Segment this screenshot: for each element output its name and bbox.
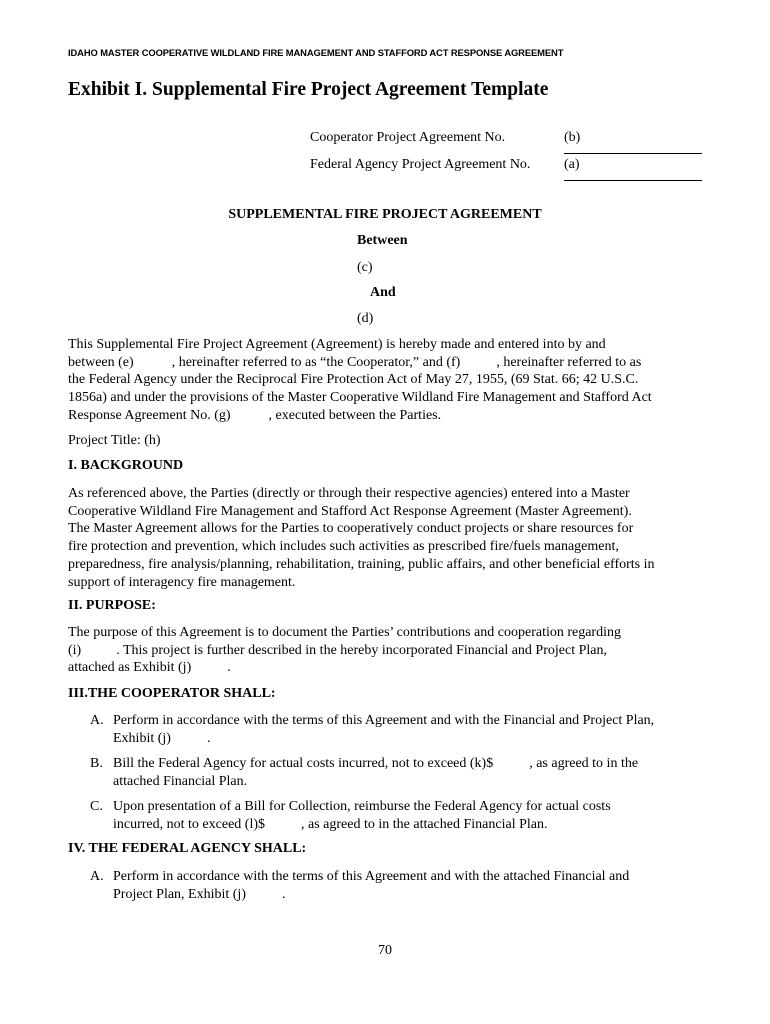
background-paragraph bbox=[68, 485, 704, 591]
purpose-text: . This project is further described in the hereby incorporated Financial and Project Plan, bbox=[116, 642, 607, 658]
item-text bbox=[113, 868, 629, 903]
agreement-heading: SUPPLEMENTAL FIRE PROJECT AGREEMENT bbox=[228, 207, 542, 222]
item-text-part: , as agreed to in the bbox=[529, 756, 639, 771]
purpose-line bbox=[68, 659, 704, 677]
federal-agreement-value: (a) bbox=[564, 157, 580, 172]
intro-paragraph bbox=[68, 336, 704, 425]
purpose-text: attached as Exhibit (j) bbox=[68, 660, 192, 676]
purpose-text: . bbox=[227, 660, 231, 676]
intro-line: This Supplemental Fire Project Agreement (Agreement) is hereby made and entered into by and bbox=[68, 337, 606, 352]
item-line bbox=[113, 886, 629, 904]
background-line: The Master Agreement allows for the Parties to cooperatively conduct projects or share resources for bbox=[68, 521, 634, 537]
intro-line bbox=[68, 407, 704, 425]
purpose-line: The purpose of this Agreement is to document the Parties’ contributions and cooperation regarding bbox=[68, 625, 621, 640]
item-text-part: Project Plan, Exhibit (j) bbox=[113, 886, 246, 902]
item-line: attached Financial Plan. bbox=[113, 773, 248, 789]
cooperator-agreement-label: Cooperator Project Agreement No. bbox=[310, 130, 506, 145]
party-c: (c) bbox=[357, 260, 373, 275]
item-line bbox=[113, 816, 611, 834]
cooperator-item-b bbox=[90, 755, 704, 791]
project-title: Project Title: (h) bbox=[68, 433, 161, 448]
item-letter: B. bbox=[90, 756, 103, 771]
item-text-part: , as agreed to in the attached Financial Plan. bbox=[301, 816, 548, 832]
item-text bbox=[113, 712, 654, 747]
purpose-paragraph bbox=[68, 624, 704, 677]
item-line bbox=[113, 755, 638, 773]
background-heading: I. BACKGROUND bbox=[68, 458, 184, 473]
intro-line: 1856a) and under the provisions of the Master Cooperative Wildland Fire Management and Stafford Act bbox=[68, 390, 652, 406]
background-line: preparedness, fire analysis/planning, rehabilitation, training, public affairs, and other beneficial efforts in bbox=[68, 556, 655, 572]
item-line: Perform in accordance with the terms of this Agreement and with the attached Financial and bbox=[113, 869, 630, 884]
intro-line bbox=[68, 354, 704, 372]
intro-text: Response Agreement No. (g) bbox=[68, 407, 231, 423]
item-line bbox=[113, 730, 654, 748]
intro-text: between (e) bbox=[68, 354, 134, 370]
between-label: Between bbox=[357, 233, 408, 248]
cooperator-agreement-value: (b) bbox=[564, 130, 581, 145]
and-label: And bbox=[370, 285, 396, 300]
background-line: fire protection and prevention, which includes such activities as prescribed fire/fuels management, bbox=[68, 539, 619, 555]
page-title: Exhibit I. Supplemental Fire Project Agreement Template bbox=[68, 79, 549, 100]
running-header: IDAHO MASTER COOPERATIVE WILDLAND FIRE MANAGEMENT AND STAFFORD ACT RESPONSE AGREEMENT bbox=[68, 47, 564, 58]
item-text bbox=[113, 755, 638, 790]
page-number: 70 bbox=[378, 943, 392, 958]
purpose-line bbox=[68, 642, 704, 660]
item-text-part: Exhibit (j) bbox=[113, 730, 171, 746]
item-text-part: . bbox=[206, 730, 211, 746]
background-line: support of interagency fire management. bbox=[68, 574, 296, 590]
intro-line: the Federal Agency under the Reciprocal Fire Protection Act of May 27, 1955, (69 Stat. 66; 42 U.S.C. bbox=[68, 372, 639, 388]
purpose-heading: II. PURPOSE: bbox=[68, 598, 156, 613]
background-line: As referenced above, the Parties (directly or through their respective agencies) entered into a Master bbox=[68, 486, 630, 501]
cooperator-item-c bbox=[90, 798, 704, 834]
cooperator-agreement-row bbox=[310, 130, 581, 146]
item-letter: A. bbox=[90, 869, 104, 884]
purpose-text: (i) bbox=[68, 642, 82, 658]
intro-text: , executed between the Parties. bbox=[268, 407, 442, 423]
cooperator-agreement-underline bbox=[564, 153, 702, 154]
item-text-part: incurred, not to exceed (l)$ bbox=[113, 816, 265, 832]
item-text-part: . bbox=[281, 886, 286, 902]
item-line: Perform in accordance with the terms of this Agreement and with the Financial and Project Plan, bbox=[113, 713, 655, 728]
cooperator-item-a bbox=[90, 712, 704, 748]
party-d: (d) bbox=[357, 311, 374, 326]
federal-item-a bbox=[90, 868, 704, 904]
federal-agreement-underline bbox=[564, 180, 702, 181]
cooperator-heading: III.THE COOPERATOR SHALL: bbox=[68, 686, 276, 701]
item-line: Upon presentation of a Bill for Collection, reimburse the Federal Agency for actual costs bbox=[113, 799, 611, 814]
item-letter: C. bbox=[90, 799, 103, 814]
item-text bbox=[113, 798, 611, 833]
federal-heading: IV. THE FEDERAL AGENCY SHALL: bbox=[68, 841, 307, 856]
intro-text: , hereinafter referred to as bbox=[496, 354, 642, 370]
federal-agreement-label: Federal Agency Project Agreement No. bbox=[310, 157, 531, 172]
federal-agreement-row bbox=[310, 157, 580, 173]
intro-text: , hereinafter referred to as “the Cooperator,” and (f) bbox=[171, 354, 461, 370]
item-text-part: Bill the Federal Agency for actual costs incurred, not to exceed (k)$ bbox=[113, 756, 494, 771]
background-line: Cooperative Wildland Fire Management and Stafford Act Response Agreement (Master Agreement). bbox=[68, 503, 632, 519]
item-letter: A. bbox=[90, 713, 104, 728]
